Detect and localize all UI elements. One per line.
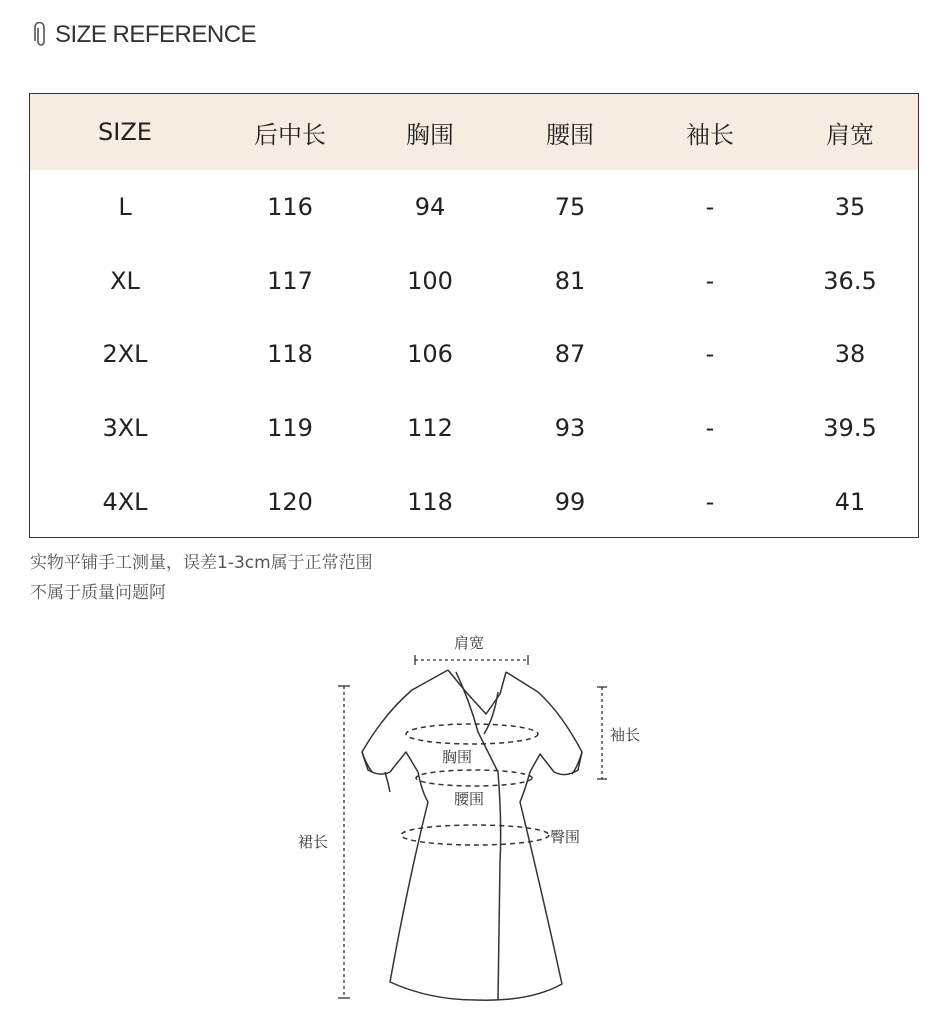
sleeve-dimension [597,687,607,779]
column-header: 袖长 [686,120,734,149]
table-header-row [30,94,919,170]
table-cell: 112 [407,414,453,443]
length-label: 裙长 [298,833,329,851]
table-row [30,465,919,538]
shoulder-dimension [415,655,528,665]
size-table [29,93,919,538]
table-cell: 118 [267,340,313,369]
hip-ellipse [401,825,549,845]
table-cell: 118 [407,488,453,517]
table-cell: 39.5 [823,414,877,443]
table-row [30,170,919,244]
table-cell: 4XL [102,488,148,517]
table-cell: - [705,488,715,517]
table-cell: 87 [554,340,586,369]
table-cell: - [705,414,715,443]
table-cell: L [118,192,132,221]
table-cell: 3XL [102,414,148,443]
waist-label: 腰围 [454,790,485,808]
chest-label: 胸围 [442,748,473,766]
length-dimension [338,686,350,998]
measurement-notes [30,548,373,608]
table-cell: 41 [834,488,866,517]
table-cell: 36.5 [823,266,877,295]
table-cell: 116 [267,192,313,221]
table-cell: - [705,266,715,295]
dress-measurement-diagram [280,622,680,1022]
paperclip-icon [33,22,49,48]
section-header [33,18,256,52]
table-cell: 35 [834,192,866,221]
table-cell: - [705,340,715,369]
column-header: 肩宽 [826,120,874,149]
table-row [30,318,919,392]
table-cell: 2XL [102,340,148,369]
column-header: 腰围 [546,120,594,149]
table-cell: 106 [407,340,453,369]
table-cell: 100 [407,266,453,295]
table-cell: XL [110,266,140,295]
hip-label: 臀围 [550,828,581,846]
chest-ellipse [406,724,538,744]
table-cell: 117 [267,266,313,295]
page-title: SIZE REFERENCE [55,21,257,48]
sleeve-label: 袖长 [610,726,641,744]
table-cell: 81 [554,266,586,295]
column-header: 胸围 [406,120,454,149]
table-cell: 94 [414,192,446,221]
shoulder-label: 肩宽 [454,634,485,652]
table-cell: - [705,192,715,221]
table-row [30,244,919,318]
table-row [30,391,919,465]
table-cell: 99 [554,488,586,517]
table-cell: 75 [554,192,586,221]
note-line: 不属于质量问题阿 [30,583,166,603]
table-cell: 93 [554,414,586,443]
table-cell: 120 [267,488,313,517]
column-header: 后中长 [254,120,326,149]
table-cell: 38 [834,340,866,369]
waist-ellipse [416,770,532,786]
table-cell: 119 [267,414,313,443]
column-header: SIZE [98,118,152,146]
note-line: 实物平铺手工测量，误差1-3cm属于正常范围 [30,553,373,573]
